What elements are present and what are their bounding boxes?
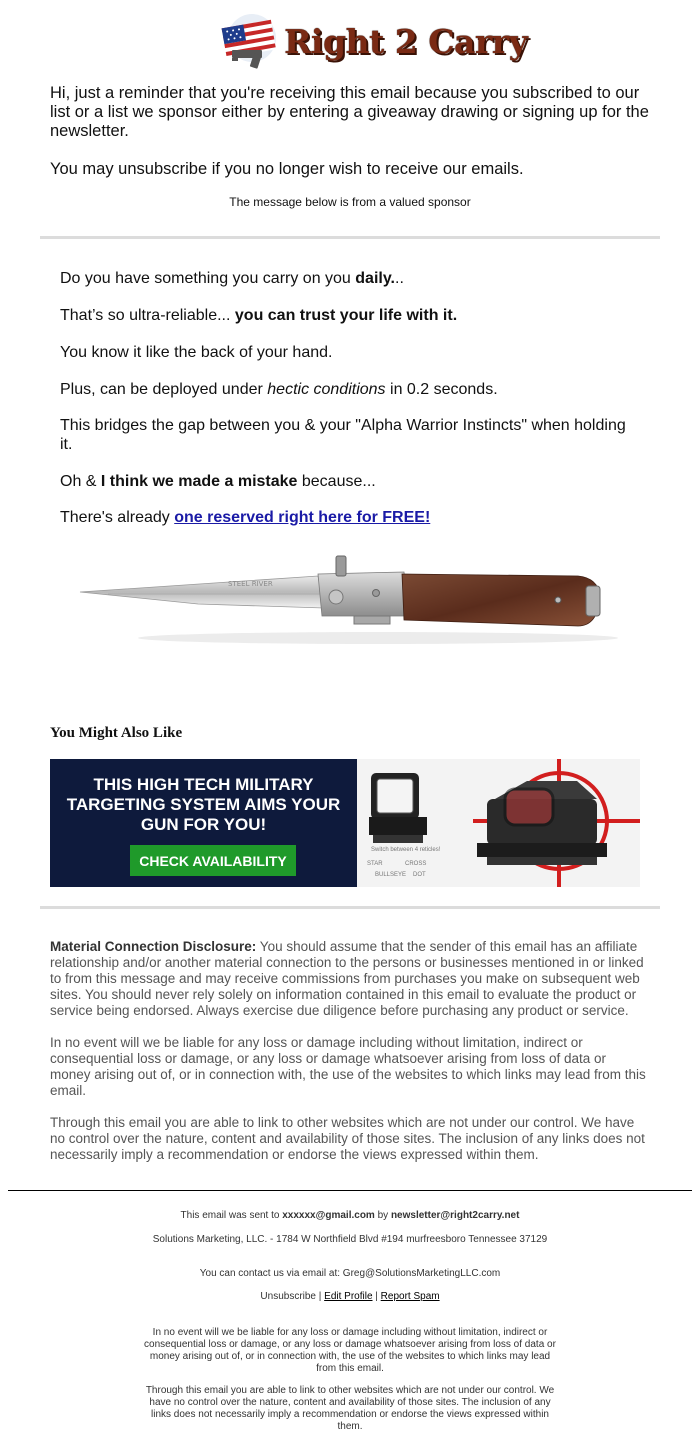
body-bold: daily.	[355, 270, 395, 287]
disclosure-text: You should assume that the sender of this email has an affiliate relationship and/or another material connection to the persons or businesses mentioned in or linked to from this message and may receive commissions from purchases you make on subsequent web sites. You should never rely solely on information contained in this email to evaluate the product or service being endorsed. Always exercise due diligence before purchasing any product or service.	[50, 939, 644, 1018]
footer-links-disclaimer: Through this email you are able to link to other websites which are not under our control. We have no control over the nature, content and availability of those sites. The inclusion of any links does not necessarily imply a recommendation or endorse the views expressed within them.	[145, 1385, 555, 1432]
body-text: Oh &	[60, 473, 101, 490]
body-text: because...	[297, 473, 376, 490]
footer-liability: In no event will we be liable for any loss or damage including without limitation, indirect or consequential loss or damage, or any loss or damage whatsoever arising from loss of data or money arising out of, or in connection with, the use of the websites to which links may lead from this email.	[144, 1327, 556, 1374]
reticle-option: DOT	[413, 872, 426, 878]
body-text: That’s so ultra-reliable...	[60, 307, 235, 324]
also-like-heading: You Might Also Like	[50, 725, 183, 741]
body-bold: you can trust your life with it.	[234, 307, 458, 324]
targeting-system-banner[interactable]	[50, 759, 640, 887]
body-italic: hectic conditions	[267, 381, 386, 398]
body-text: Plus, can be deployed under	[60, 381, 268, 398]
body-line-4	[60, 380, 640, 399]
recipient-email: xxxxxx@gmail.com	[282, 1210, 375, 1221]
knife-brand-mark: STEEL RIVER	[228, 580, 273, 588]
unsubscribe-link[interactable]: Unsubscribe	[260, 1291, 316, 1302]
banner-text-panel	[50, 759, 357, 887]
body-line-3	[60, 343, 640, 362]
footer-contact: You can contact us via email at: Greg@SolutionsMarketingLLC.com	[199, 1268, 501, 1279]
reticle-option: STAR	[367, 861, 383, 867]
edit-profile-link[interactable]: Edit Profile	[324, 1291, 373, 1302]
sender-email: newsletter@right2carry.net	[390, 1210, 520, 1221]
footer-divider	[8, 1190, 692, 1191]
sponsor-note: The message below is from a valued sponsor	[229, 195, 471, 209]
body-text: Do you have something you carry on you	[60, 270, 356, 287]
banner-headline: THIS HIGH TECH MILITARY TARGETING SYSTEM AIMS YOUR GUN FOR YOU!	[66, 775, 341, 834]
body-text: There's already	[60, 509, 175, 526]
links-text: Through this email you are able to link to other websites which are not under our control. We have no control over the nature, content and availability of those sites. The inclusion of any links does not necessarily imply a recommendation or endorse the views expressed within them.	[50, 1115, 645, 1162]
footer-text: This email was sent to	[180, 1210, 283, 1221]
check-availability-button[interactable]: CHECK AVAILABILITY	[130, 845, 296, 876]
free-knife-link[interactable]: one reserved right here for FREE!	[174, 509, 431, 526]
separator: |	[372, 1291, 381, 1302]
logo-text: Right 2 Carry	[284, 22, 528, 61]
footer-sent-line	[140, 1210, 560, 1222]
body-text: You know it like the back of your hand.	[60, 344, 333, 361]
intro-block	[50, 84, 655, 179]
body-line-5	[60, 416, 640, 454]
banner-product-panel	[357, 759, 640, 887]
body-bold: I think we made a mistake	[100, 473, 298, 490]
flag-pistol-icon	[218, 10, 284, 72]
knife-image[interactable]	[78, 550, 618, 650]
red-dot-sight-image	[357, 759, 640, 887]
body-text: ..	[395, 270, 404, 287]
reticle-option: BULLSEYE	[375, 872, 407, 878]
footer-text: by	[374, 1210, 391, 1221]
body-line-6	[60, 472, 640, 491]
reticle-caption: Switch between 4 reticles!	[371, 847, 441, 853]
body-line-2	[60, 306, 640, 325]
intro-paragraph: Hi, just a reminder that you're receiving this email because you subscribed to our list or a list we sponsor either by entering a giveaway drawing or signing up for the newsletter.	[50, 84, 649, 140]
footer-address: Solutions Marketing, LLC. - 1784 W Northfield Blvd #194 murfreesboro Tennessee 37129	[152, 1234, 548, 1245]
body-text: This bridges the gap between you & your "Alpha Warrior Instincts" when holding it.	[60, 417, 626, 453]
unsubscribe-note: You may unsubscribe if you no longer wish to receive our emails.	[50, 160, 524, 178]
divider	[40, 906, 660, 909]
disclosure-block	[50, 939, 646, 1163]
footer-links	[140, 1291, 560, 1303]
divider	[40, 236, 660, 239]
report-spam-link[interactable]: Report Spam	[380, 1291, 440, 1302]
body-text: in 0.2 seconds.	[385, 381, 498, 398]
liability-text: In no event will we be liable for any loss or damage including without limitation, indirect or consequential loss or damage, or any loss or damage whatsoever arising from loss of data or money arising out of, or in connection with, the use of the websites to which links may lead from this email.	[50, 1035, 646, 1098]
body-line-1	[60, 269, 640, 288]
separator: |	[316, 1291, 325, 1302]
right2carry-logo[interactable]	[218, 10, 528, 72]
disclosure-title: Material Connection Disclosure:	[50, 939, 257, 954]
body-line-7	[60, 508, 640, 527]
reticle-option: CROSS	[405, 861, 427, 867]
